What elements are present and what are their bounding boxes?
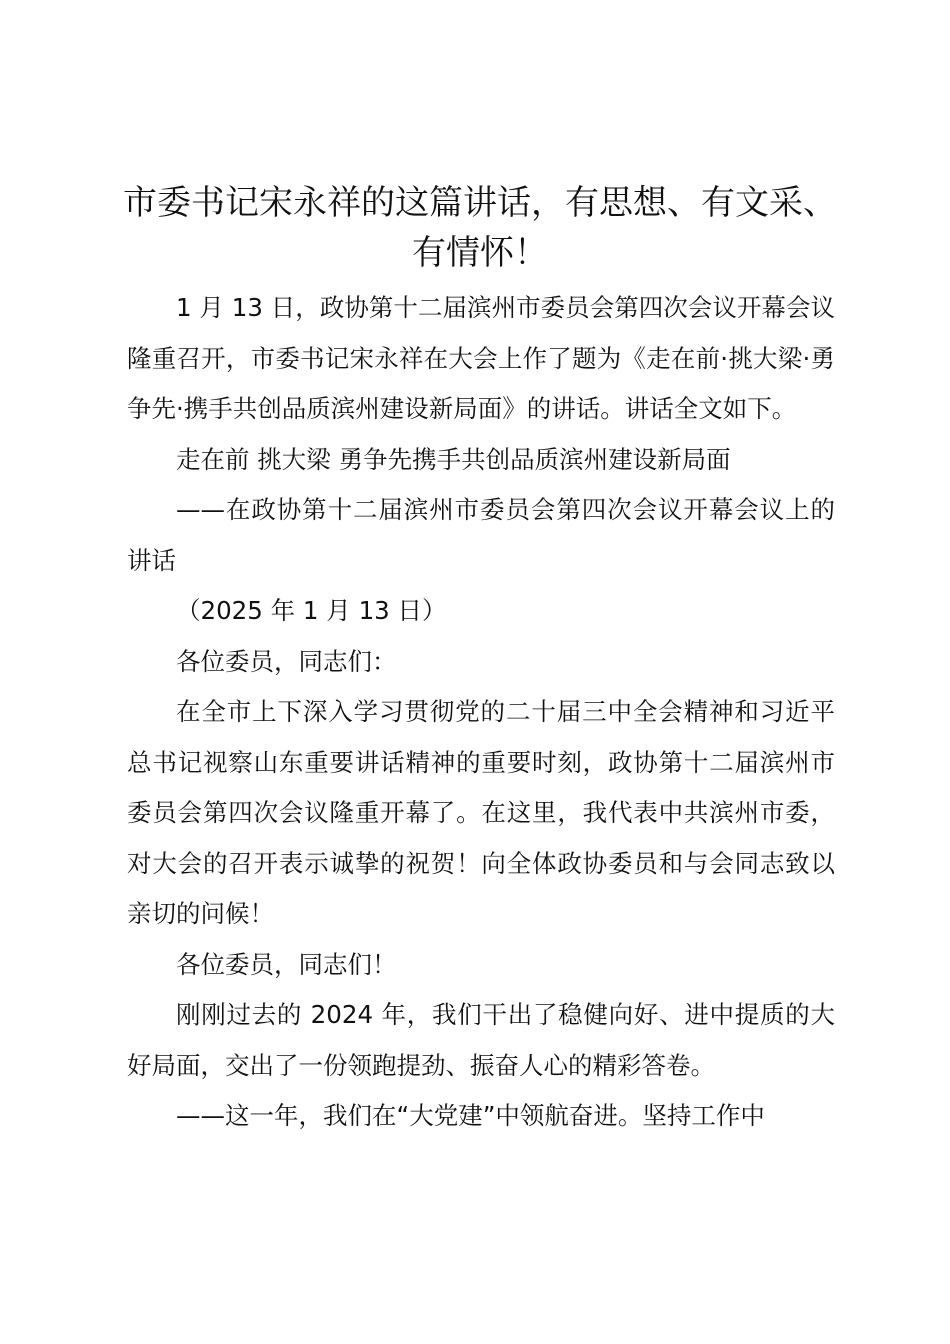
paragraph-greeting: 各位委员，同志们： bbox=[176, 646, 397, 676]
paragraph-date: （2025 年 1 月 13 日） bbox=[176, 596, 447, 625]
document-title: 市委书记宋永祥的这篇讲话，有思想、有文采、有情怀！ bbox=[123, 183, 837, 273]
paragraph-review: 刚刚过去的 2024 年，我们干出了稳健向好、进中提质的大好局面，交出了一份领跑提劲、振奋人心的精彩答卷。 bbox=[127, 1000, 835, 1080]
paragraph-speech-subtitle: ——在政协第十二届滨州市委员会第四次会议开幕会议上的讲话 bbox=[127, 495, 835, 575]
paragraph-opening: 在全市上下深入学习贯彻党的二十届三中全会精神和习近平总书记视察山东重要讲话精神的重要时刻，政协第十二届滨州市委员会第四次会议隆重开幕了。在这里，我代表中共滨州市委，对大会的召开表示诚挚的祝贺！向全体政协委员和与会同志致以亲切的问候！ bbox=[127, 697, 835, 928]
paragraph-greeting-2: 各位委员，同志们！ bbox=[176, 949, 397, 979]
paragraph-intro: 1 月 13 日，政协第十二届滨州市委员会第四次会议开幕会议隆重召开，市委书记宋永祥在大会上作了题为《走在前·挑大梁·勇争先·携手共创品质滨州建设新局面》的讲话。讲话全文如下。 bbox=[127, 293, 835, 423]
paragraph-party-building: ——这一年，我们在“大党建”中领航奋进。坚持工作中 bbox=[176, 1101, 765, 1130]
document-body bbox=[127, 283, 835, 1142]
paragraph-speech-title: 走在前 挑大梁 勇争先携手共创品质滨州建设新局面 bbox=[176, 444, 731, 474]
